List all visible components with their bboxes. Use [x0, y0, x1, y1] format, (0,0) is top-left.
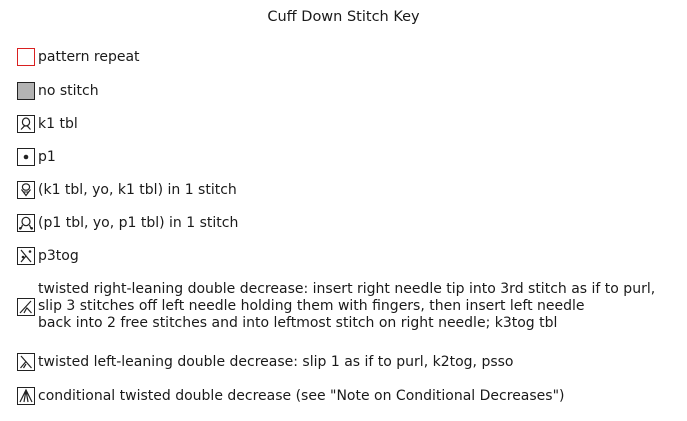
no-stitch-icon: [17, 82, 35, 100]
left-leaning-decrease-icon: [17, 353, 35, 371]
legend-label: no stitch: [38, 82, 99, 99]
legend-label: k1 tbl: [38, 115, 78, 132]
legend-label: (p1 tbl, yo, p1 tbl) in 1 stitch: [38, 214, 239, 231]
twisted-purl-increase-icon: [17, 214, 35, 232]
pattern-repeat-icon: [17, 48, 35, 66]
legend-label: (k1 tbl, yo, k1 tbl) in 1 stitch: [38, 181, 237, 198]
purl-dot-icon: [17, 148, 35, 166]
legend-label: p1: [38, 148, 56, 165]
legend-label: twisted left-leaning double decrease: slip 1 as if to purl, k2tog, psso: [38, 353, 514, 370]
legend-label-line: twisted right-leaning double decrease: insert right needle tip into 3rd stitch as if to purl,: [38, 281, 656, 297]
twisted-increase-icon: [17, 181, 35, 199]
legend-item-p1tbl-yo-p1tbl: [17, 214, 238, 232]
right-leaning-decrease-icon: [17, 298, 35, 316]
legend-label-line: back into 2 free stitches and into leftmost stitch on right needle; k3tog tbl: [38, 315, 558, 331]
legend-item-p3tog: [17, 247, 79, 265]
key-title: Cuff Down Stitch Key: [267, 9, 420, 25]
legend-item-k1-tbl: [17, 115, 78, 133]
legend-label-line: slip 3 stitches off left needle holding them with fingers, then insert left needle: [38, 298, 585, 314]
legend-item-no-stitch: [17, 82, 99, 100]
legend-label: p3tog: [38, 247, 79, 264]
p3tog-icon: [17, 247, 35, 265]
legend-item-p1: [17, 148, 56, 166]
legend-item-conditional-decrease: [17, 387, 564, 405]
legend-label: conditional twisted double decrease (see "Note on Conditional Decreases"): [38, 387, 565, 404]
conditional-decrease-icon: [17, 387, 35, 405]
legend-item-left-leaning-decrease: [17, 353, 514, 371]
legend-label-block: [38, 281, 655, 332]
twisted-loop-icon: [17, 115, 35, 133]
legend-label: pattern repeat: [38, 48, 140, 65]
legend-item-k1tbl-yo-k1tbl: [17, 181, 237, 199]
legend-item-right-leaning-decrease: [17, 281, 655, 332]
legend-item-pattern-repeat: [17, 48, 140, 66]
